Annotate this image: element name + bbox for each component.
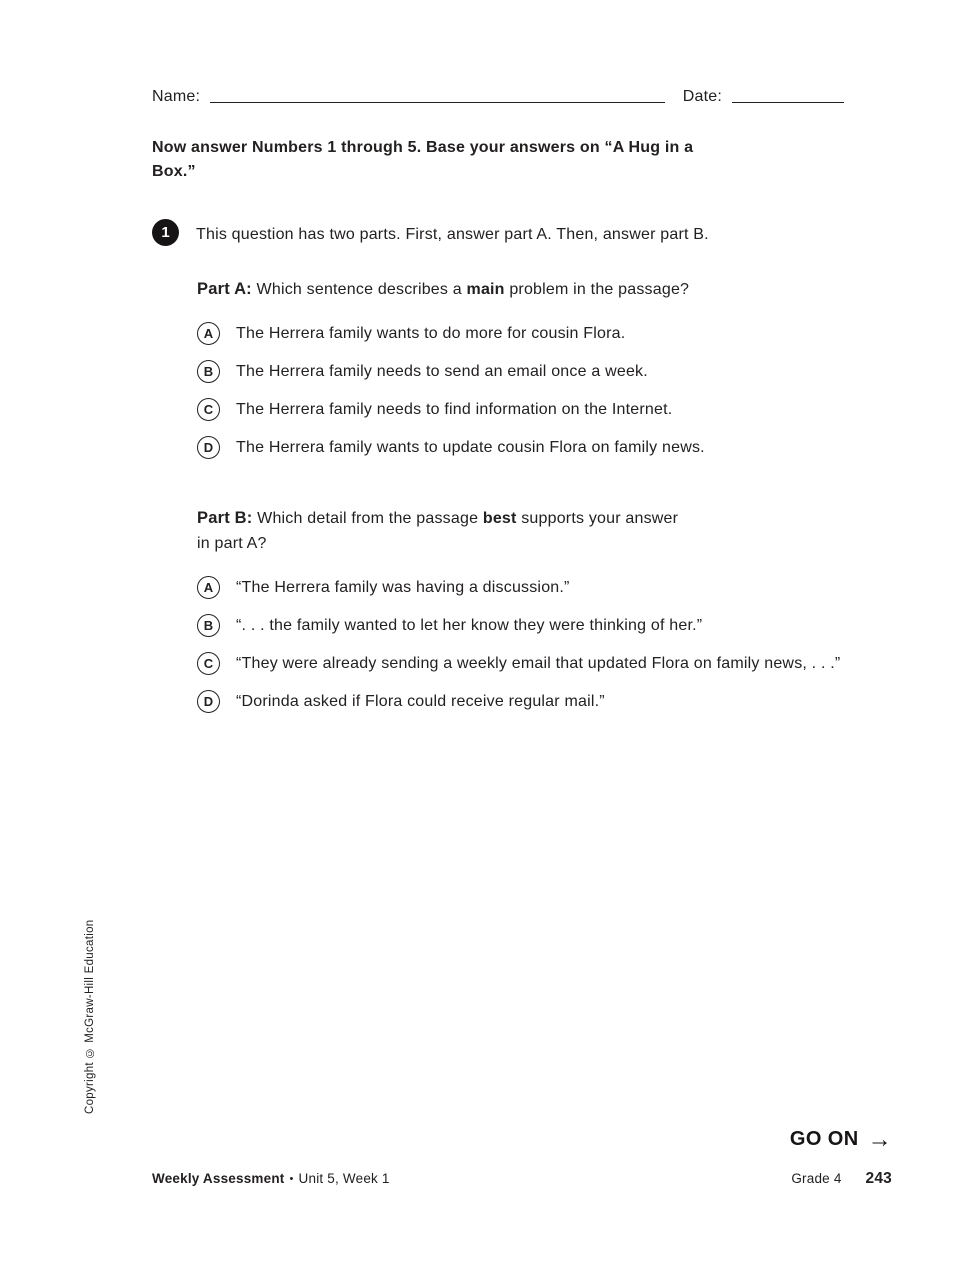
choice-text: “They were already sending a weekly email that updated Flora on family news, . . .” [236,655,841,672]
part-b-label: Part B: [197,509,253,527]
part-b-prompt [197,506,687,556]
choice-text: The Herrera family needs to send an email once a week. [236,363,648,380]
name-label: Name: [152,88,201,105]
part-b-prompt-pre: Which detail from the passage [257,510,479,527]
name-date-header [152,88,844,106]
copyright-sidebar-text: Copyright © McGraw-Hill Education [84,919,96,1114]
choice-text: The Herrera family wants to update cousin Flora on family news. [236,439,705,456]
choice-bubble-d: D [197,436,220,459]
part-a-choice-c [197,396,844,422]
choice-bubble-d: D [197,690,220,713]
choice-bubble-c: C [197,652,220,675]
choice-bubble-b: B [197,614,220,637]
part-b-choice-b [197,612,844,638]
date-label: Date: [682,88,722,105]
date-blank-line [732,102,844,103]
part-b-choice-a [197,574,844,600]
question-stem: This question has two parts. First, answer part A. Then, answer part B. [196,226,709,243]
grade-label: Grade 4 [791,1171,842,1186]
footer-assessment-info [152,1171,390,1186]
part-a-prompt-post: problem in the passage? [509,281,690,298]
footer-separator: • [289,1173,294,1185]
choice-bubble-a: A [197,322,220,345]
go-on-label: GO ON [789,1128,859,1150]
part-b-section [197,506,844,714]
question-1 [152,220,844,247]
part-a-prompt-pre: Which sentence describes a [256,281,462,298]
part-b-choice-d [197,688,844,714]
unit-info: Unit 5, Week 1 [298,1171,390,1186]
part-a-choice-a [197,320,844,346]
part-a-label: Part A: [197,280,252,298]
assessment-title: Weekly Assessment [152,1171,285,1186]
choice-bubble-b: B [197,360,220,383]
go-on-arrow-icon: → [867,1125,892,1153]
part-a-prompt-bold: main [466,281,505,298]
choice-text: “The Herrera family was having a discussion.” [236,579,570,596]
choice-text: “. . . the family wanted to let her know they were thinking of her.” [236,617,703,634]
page-content [152,88,844,726]
choice-text: “Dorinda asked if Flora could receive regular mail.” [236,693,605,710]
question-number-badge: 1 [152,219,179,246]
choice-bubble-c: C [197,398,220,421]
choice-text: The Herrera family needs to find information on the Internet. [236,401,673,418]
choice-text: The Herrera family wants to do more for cousin Flora. [236,325,626,342]
directions-text: Now answer Numbers 1 through 5. Base your answers on “A Hug in a Box.” [152,139,694,180]
part-b-prompt-bold: best [482,510,517,527]
go-on-marker [789,1125,892,1153]
part-b-choice-c [197,650,844,676]
footer-grade-page [791,1170,892,1188]
page-number: 243 [865,1170,892,1187]
choice-bubble-a: A [197,576,220,599]
part-a-section [197,277,844,460]
name-blank-line [210,102,665,103]
part-b-prompt-post: supports your answer in part A? [197,510,679,552]
page-footer [152,1170,892,1188]
part-a-choice-b [197,358,844,384]
part-a-choice-d [197,434,844,460]
part-a-prompt [197,277,844,302]
